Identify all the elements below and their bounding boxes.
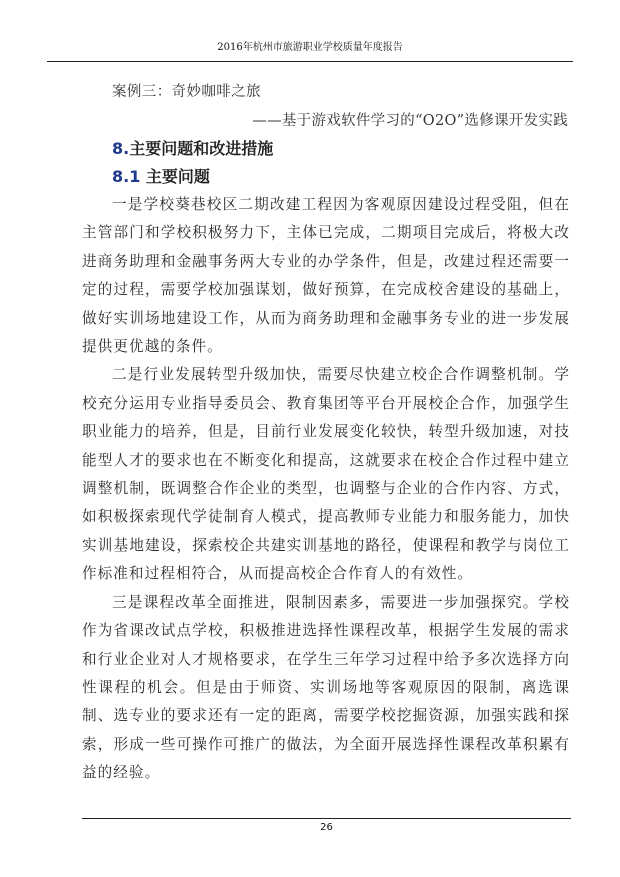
footer-divider	[82, 818, 571, 819]
paragraph-1: 一是学校葵巷校区二期改建工程因为客观原因建设过程受阻，但在主管部门和学校积极努力下，主体已完成，二期项目完成后，将极大改进商务助理和金融事务两大专业的办学条件，但是，改建过程还需要一定的过程，需要学校加强谋划，做好预算，在完成校舍建设的基础上，做好实训场地建设工作，从而为商务助理和金融事务专业的进一步发展提供更优越的条件。	[82, 196, 570, 356]
section-heading	[112, 135, 570, 163]
header-divider	[47, 61, 573, 62]
subsection-number: 8.1	[112, 167, 141, 186]
paragraph-3: 三是课程改革全面推进，限制因素多，需要进一步加强探究。学校作为省课改试点学校，积极推进选择性课程改革，根据学生发展的需求和行业企业对人才规格要求，在学生三年学习过程中给予多次选择方向性课程的机会。但是由于师资、实训场地等客观原因的限制，离选课制、选专业的要求还有一定的距离，需要学校挖掘资源，加强实践和探索，形成一些可操作可推广的做法，为全面开展选择性课程改革积累有益的经验。	[82, 593, 570, 782]
page-number: 26	[320, 822, 333, 833]
section-title: 主要问题和改进措施	[129, 139, 274, 158]
case-label: 案例三：奇妙咖啡之旅	[112, 84, 261, 100]
subsection-heading	[112, 163, 570, 191]
paragraph-2: 二是行业发展转型升级加快，需要尽快建立校企合作调整机制。学校充分运用专业指导委员会、教育集团等平台开展校企合作，加强学生职业能力的培养，但是，目前行业发展变化较快，转型升级加速，对技能型人才的要求也在不断变化和提高，这就要求在校企合作过程中建立调整机制，既调整合作企业的类型，也调整与企业的合作内容、方式，如积极探索现代学徒制育人模式，提高教师专业能力和服务能力，加快实训基地建设，探索校企共建实训基地的路径，使课程和教学与岗位工作标准和过程相符合，从而提高校企合作育人的有效性。	[82, 366, 570, 583]
section-number: 8.	[112, 139, 130, 158]
page-header: 2016年杭州市旅游职业学校质量年度报告	[217, 42, 403, 53]
page-content	[82, 71, 570, 788]
case-subtitle: ——基于游戏软件学习的“O2O”选修课开发实践	[252, 113, 568, 129]
subsection-title: 主要问题	[145, 167, 210, 186]
